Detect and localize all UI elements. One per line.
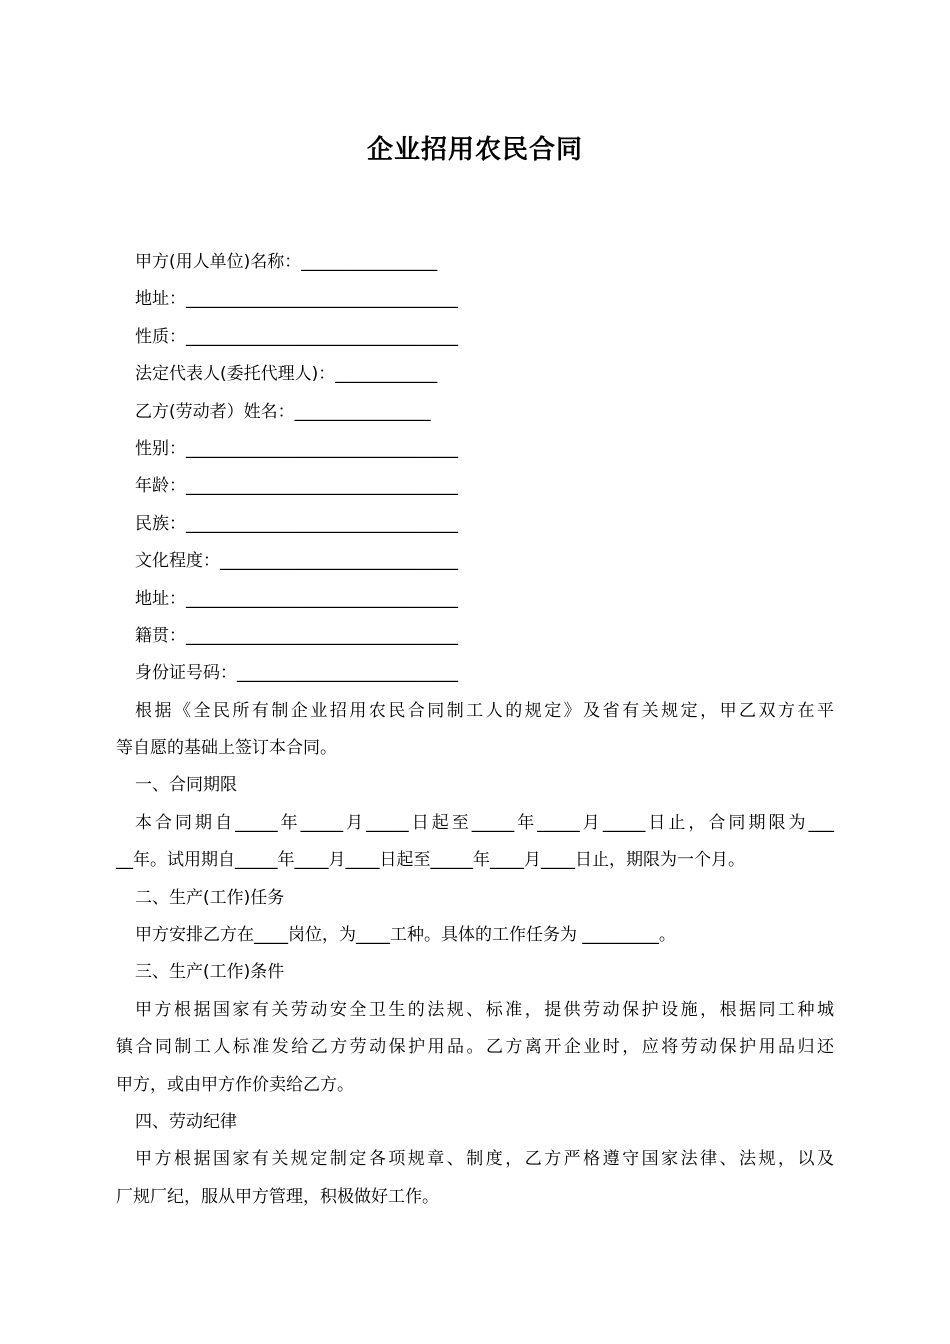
section-conditions-line-1: 甲方根据国家有关劳动安全卫生的法规、标准，提供劳动保护设施，根据同工种城 [135,999,834,1020]
field-id-number: 身份证号码：__________________________ [135,663,458,684]
field-ethnicity: 民族：________________________________ [135,513,458,534]
section-term-line-2: __年。试用期自_____年____月____日起至_____年____月____日止，期限为一个月。 [116,850,745,871]
field-party-b-name: 乙方(劳动者）姓名：________________ [135,401,431,422]
field-age: 年龄：________________________________ [135,476,458,497]
section-heading-task: 二、生产(工作)任务 [135,887,285,908]
section-heading-conditions: 三、生产(工作)条件 [135,962,285,983]
section-discipline-line-1: 甲方根据国家有关规定制定各项规章、制度，乙方严格遵守国家法律、法规，以及 [135,1149,834,1170]
field-party-b-address: 地址：________________________________ [135,588,458,609]
intro-line-2: 等自愿的基础上签订本合同。 [116,738,337,759]
field-party-a-name: 甲方(用人单位)名称：________________ [135,252,438,272]
field-party-a-nature: 性质：________________________________ [135,326,458,347]
field-education: 文化程度：____________________________ [135,551,458,572]
document-title: 企业招用农民合同 [366,135,583,165]
section-task-line-1: 甲方安排乙方在____岗位，为____工种。具体的工作任务为 _________。 [135,925,676,946]
document-body [116,244,834,1216]
field-party-a-address: 地址：________________________________ [135,289,458,310]
field-legal-representative: 法定代表人(委托代理人)：____________ [135,364,438,385]
field-native-place: 籍贯：________________________________ [135,625,458,646]
field-gender: 性别：________________________________ [135,438,458,459]
section-heading-term: 一、合同期限 [135,775,237,796]
section-conditions-line-2: 镇合同制工人标准发给乙方劳动保护用品。乙方离开企业时，应将劳动保护用品归还 [116,1037,834,1058]
section-discipline-line-2: 厂规厂纪，服从甲方管理，积极做好工作。 [116,1186,439,1207]
section-heading-discipline: 四、劳动纪律 [135,1111,237,1132]
section-conditions-line-3: 甲方，或由甲方作价卖给乙方。 [116,1074,354,1095]
intro-line-1: 根据《全民所有制企业招用农民合同制工人的规定》及省有关规定，甲乙双方在平 [135,700,834,721]
section-term-line-1: 本合同期自_____年_____月_____日起至_____年_____月_____日止，合同期限为___ [135,812,834,833]
